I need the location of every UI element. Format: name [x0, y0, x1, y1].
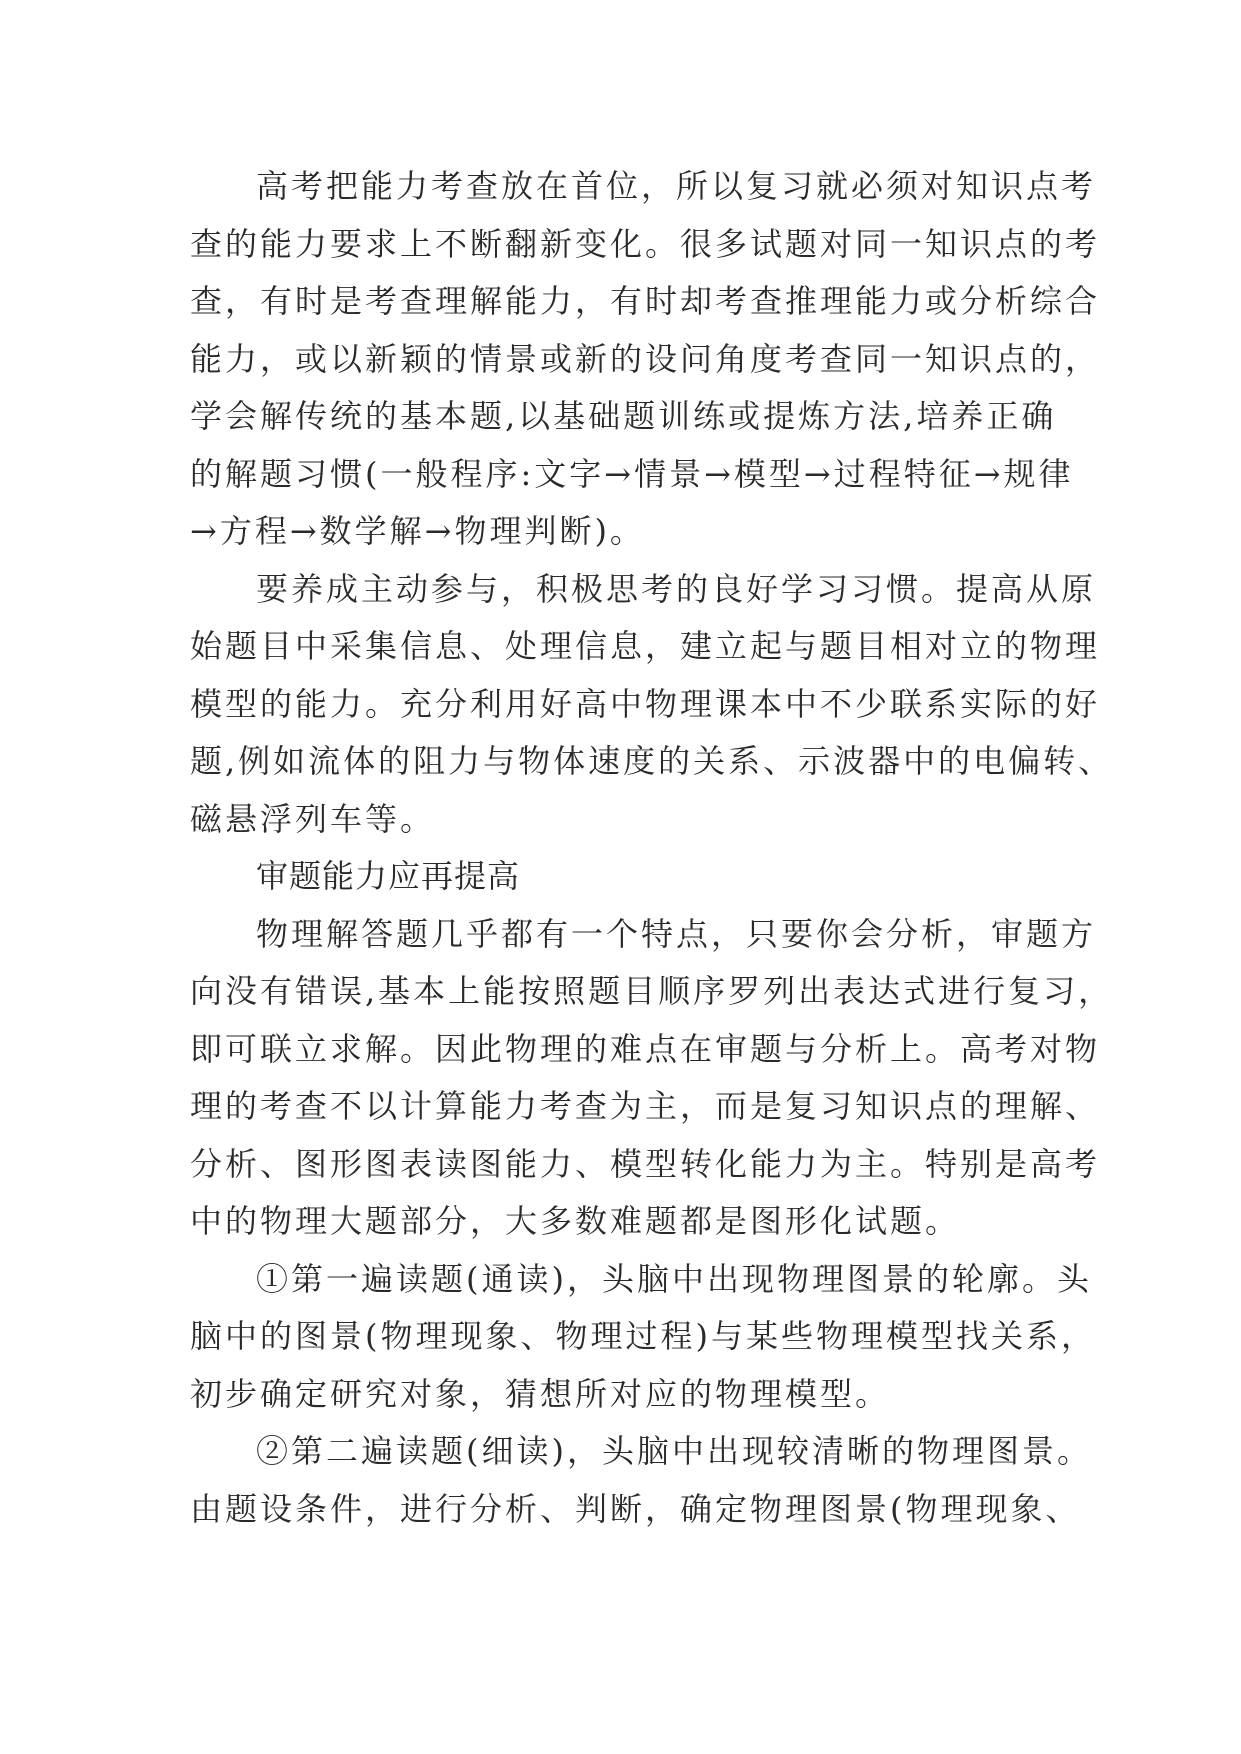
paragraph-line: →方程→数学解→物理判断)。 — [190, 512, 645, 550]
paragraph-line: 即可联立求解。因此物理的难点在审题与分析上。高考对物 — [190, 1029, 1101, 1068]
paragraph-line: 要养成主动参与，积极思考的良好学习习惯。提高从原 — [256, 569, 1097, 608]
list-item-line: ①第一遍读题(通读)，头脑中出现物理图景的轮廓。头 — [256, 1259, 1092, 1298]
paragraph-line: 能力，或以新颖的情景或新的设问角度考查同一知识点的， — [190, 339, 1101, 378]
paragraph-line: 理的考查不以计算能力考查为主，而是复习知识点的理解、 — [190, 1087, 1101, 1125]
paragraph-line: 向没有错误,基本上能按照题目顺序罗列出表达式进行复习， — [190, 972, 1114, 1010]
paragraph-line: 分析、图形图表读图能力、模型转化能力为主。特别是高考 — [190, 1144, 1101, 1183]
paragraph-line: 磁悬浮列车等。 — [190, 799, 436, 838]
list-item-line: 由题设条件，进行分析、判断，确定物理图景(物理现象、 — [190, 1489, 1081, 1528]
paragraph-line: 始题目中采集信息、处理信息，建立起与题目相对立的物理 — [190, 627, 1101, 665]
list-item-line: ②第二遍读题(细读)，头脑中出现较清晰的物理图景。 — [256, 1432, 1092, 1470]
list-item-line: 初步确定研究对象，猜想所对应的物理模型。 — [190, 1374, 891, 1413]
paragraph-line: 的解题习惯(一般程序:文字→情景→模型→过程特征→规律 — [190, 454, 1074, 493]
paragraph-line: 题,例如流体的阻力与物体速度的关系、示波器中的电偏转、 — [190, 742, 1114, 780]
list-item-line: 脑中的图景(物理现象、物理过程)与某些物理模型找关系， — [190, 1317, 1096, 1355]
paragraph-line: 学会解传统的基本题,以基础题训练或提炼方法,培养正确 — [190, 397, 1057, 435]
paragraph-line: 高考把能力考查放在首位，所以复习就必须对知识点考 — [256, 167, 1097, 205]
paragraph-line: 查，有时是考查理解能力，有时却考查推理能力或分析综合 — [190, 282, 1101, 320]
paragraph-line: 中的物理大题部分，大多数难题都是图形化试题。 — [190, 1202, 961, 1240]
paragraph-line: 物理解答题几乎都有一个特点，只要你会分析，审题方 — [256, 914, 1097, 953]
section-heading: 审题能力应再提高 — [256, 857, 521, 895]
paragraph-line: 查的能力要求上不断翻新变化。很多试题对同一知识点的考 — [190, 224, 1101, 263]
document-body — [190, 158, 1114, 1538]
paragraph-line: 模型的能力。充分利用好高中物理课本中不少联系实际的好 — [190, 684, 1101, 723]
